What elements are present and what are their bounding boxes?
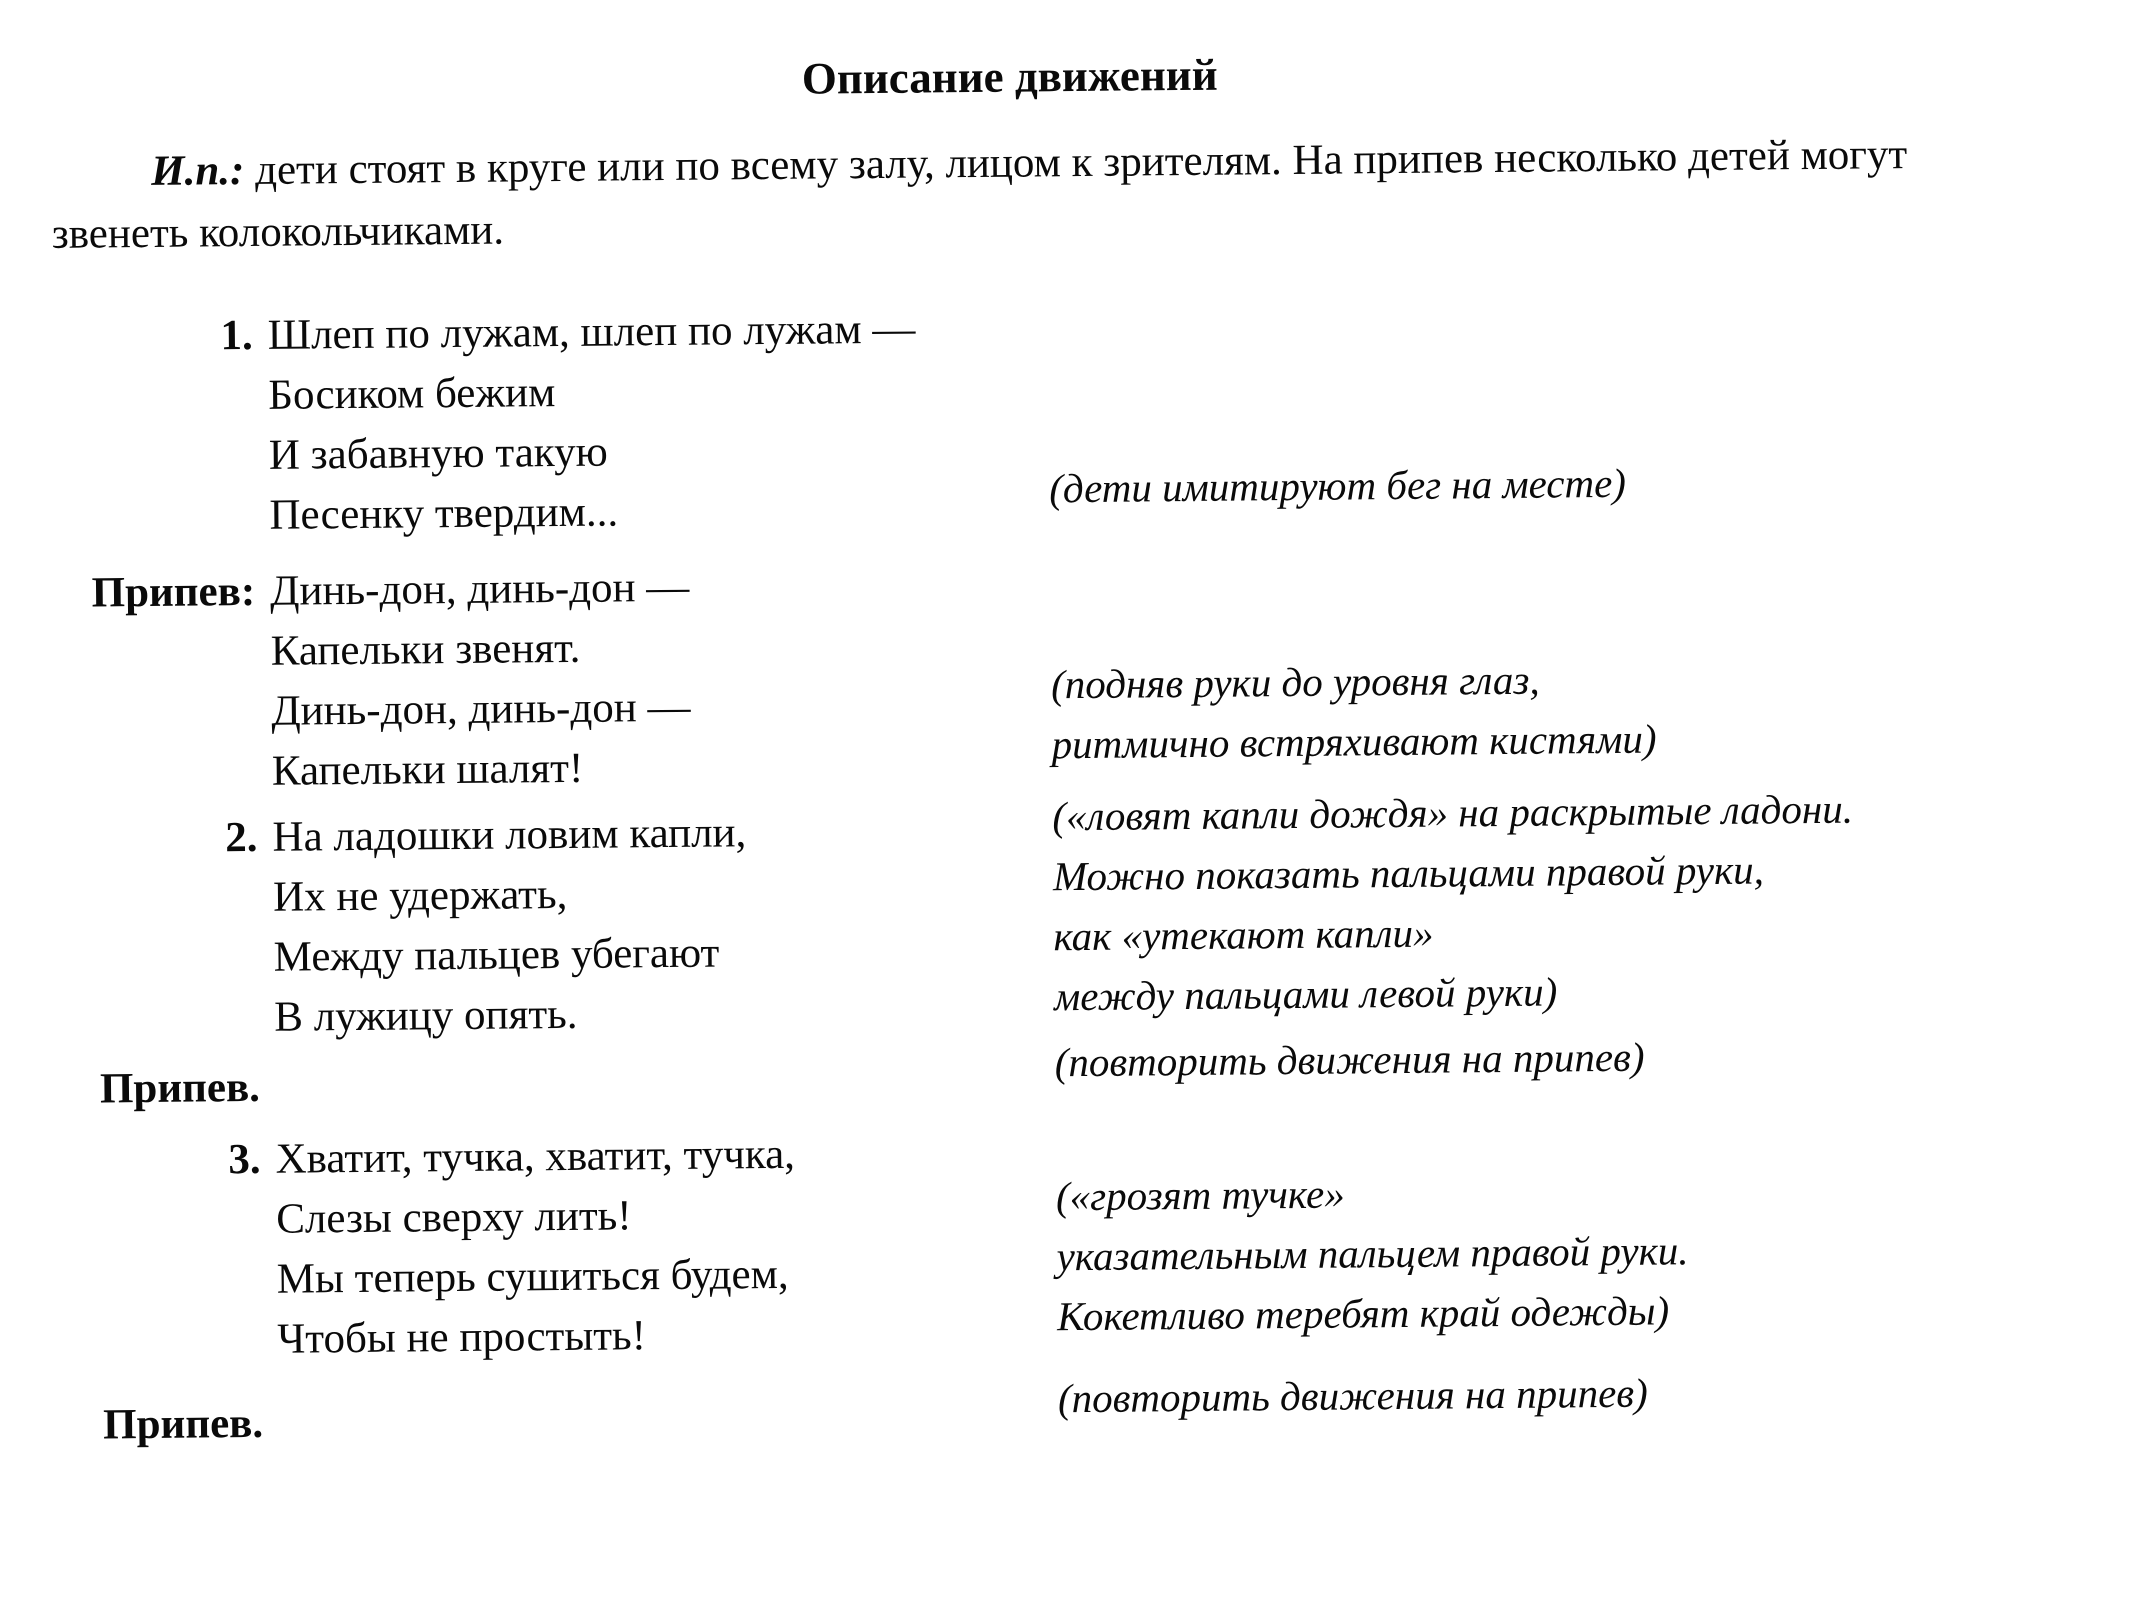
- verse-1-number: 1.: [220, 311, 253, 360]
- note-line: (дети имитируют бег на месте): [1048, 459, 1627, 512]
- chorus-repeat-2-movement-note: [978, 1359, 2043, 1429]
- note-line: ритмично встряхивают кистями): [1051, 715, 1657, 768]
- note-line: (повторить движения на припев): [1057, 1369, 1648, 1422]
- verse-3-movement-note: [976, 1157, 2042, 1347]
- verse-2-movement-note: [972, 777, 2038, 1027]
- intro-label: И.п.:: [150, 147, 245, 195]
- intro-paragraph: [51, 123, 2031, 266]
- chorus-movement-note: [971, 645, 2036, 775]
- note-line: как «утекают капли»: [1053, 909, 1434, 960]
- lyric-line: Их не удержать,: [272, 870, 568, 921]
- chorus-repeat-lyrics-empty: [260, 1051, 975, 1058]
- note-line: указательным пальцем правой руки.: [1056, 1227, 1689, 1280]
- scanned-song-page: [0, 48, 2149, 1606]
- page-title: Описание движений: [801, 49, 1218, 104]
- lyric-line: Шлеп по лужам, шлеп по лужам —: [267, 305, 916, 359]
- lyric-line: И забавную такую: [268, 428, 608, 479]
- lyric-line: Капельки звенят.: [270, 624, 581, 675]
- note-line: Кокетливо теребят край одежды): [1056, 1287, 1670, 1340]
- lyric-line: На ладошки ловим капли,: [272, 809, 747, 861]
- lyric-line: Чтобы не простыть!: [277, 1312, 647, 1363]
- lyric-line: В лужицу опять.: [274, 990, 578, 1041]
- lyric-line: Капельки шалят!: [271, 744, 584, 795]
- note-line: Можно показать пальцами правой руки,: [1052, 846, 1765, 900]
- lyric-line: Песенку твердим...: [269, 488, 619, 539]
- chorus-section: [55, 545, 2036, 804]
- chorus-repeat-movement-note: [974, 1023, 2039, 1093]
- verse-1-movement-note: [969, 449, 2034, 519]
- chorus-repeat-2-label: Припев.: [102, 1399, 264, 1449]
- verse-2-number: 2.: [225, 813, 258, 862]
- chorus-repeat-section: [60, 1033, 2039, 1120]
- chorus-lyrics: [255, 555, 972, 802]
- verse-1-section: [52, 289, 2033, 548]
- lyric-line: Хватит, тучка, хватит, тучка,: [275, 1130, 796, 1183]
- chorus-repeat-label: Припев.: [99, 1063, 261, 1113]
- verse-2-section: [57, 785, 2038, 1050]
- lyric-line: Мы теперь сушиться будем,: [276, 1250, 789, 1303]
- chorus-repeat-2-lyrics-empty: [263, 1387, 978, 1394]
- verse-1-lyrics: [252, 299, 969, 546]
- note-line: между пальцами левой руки): [1053, 968, 1558, 1020]
- note-line: («ловят капли дождя» на раскрытые ладони.: [1052, 785, 1854, 840]
- lyric-line: Между пальцев убегают: [273, 929, 720, 981]
- note-line: («грозят тучке»: [1055, 1170, 1345, 1220]
- lyric-line: Динь-дон, динь-дон —: [269, 563, 690, 615]
- verse-3-number: 3.: [228, 1135, 261, 1184]
- lyric-line: Слезы сверху лить!: [275, 1192, 632, 1243]
- page-content: [0, 40, 2149, 1457]
- note-line: (повторить движения на припев): [1054, 1033, 1645, 1086]
- verse-3-lyrics: [260, 1123, 977, 1370]
- note-line: (подняв руки до уровня глаз,: [1050, 656, 1540, 708]
- chorus-label: Припев:: [91, 567, 256, 617]
- verse-2-lyrics: [257, 801, 974, 1048]
- lyric-line: Босиком бежим: [268, 369, 556, 419]
- intro-text: дети стоят в круге или по всему залу, лицом к зрителям. На припев несколько детей могут звенеть колокольчиками.: [51, 131, 1908, 258]
- chorus-repeat-2-section: [63, 1369, 2042, 1456]
- verse-3-section: [60, 1113, 2041, 1372]
- lyric-line: Динь-дон, динь-дон —: [271, 683, 691, 735]
